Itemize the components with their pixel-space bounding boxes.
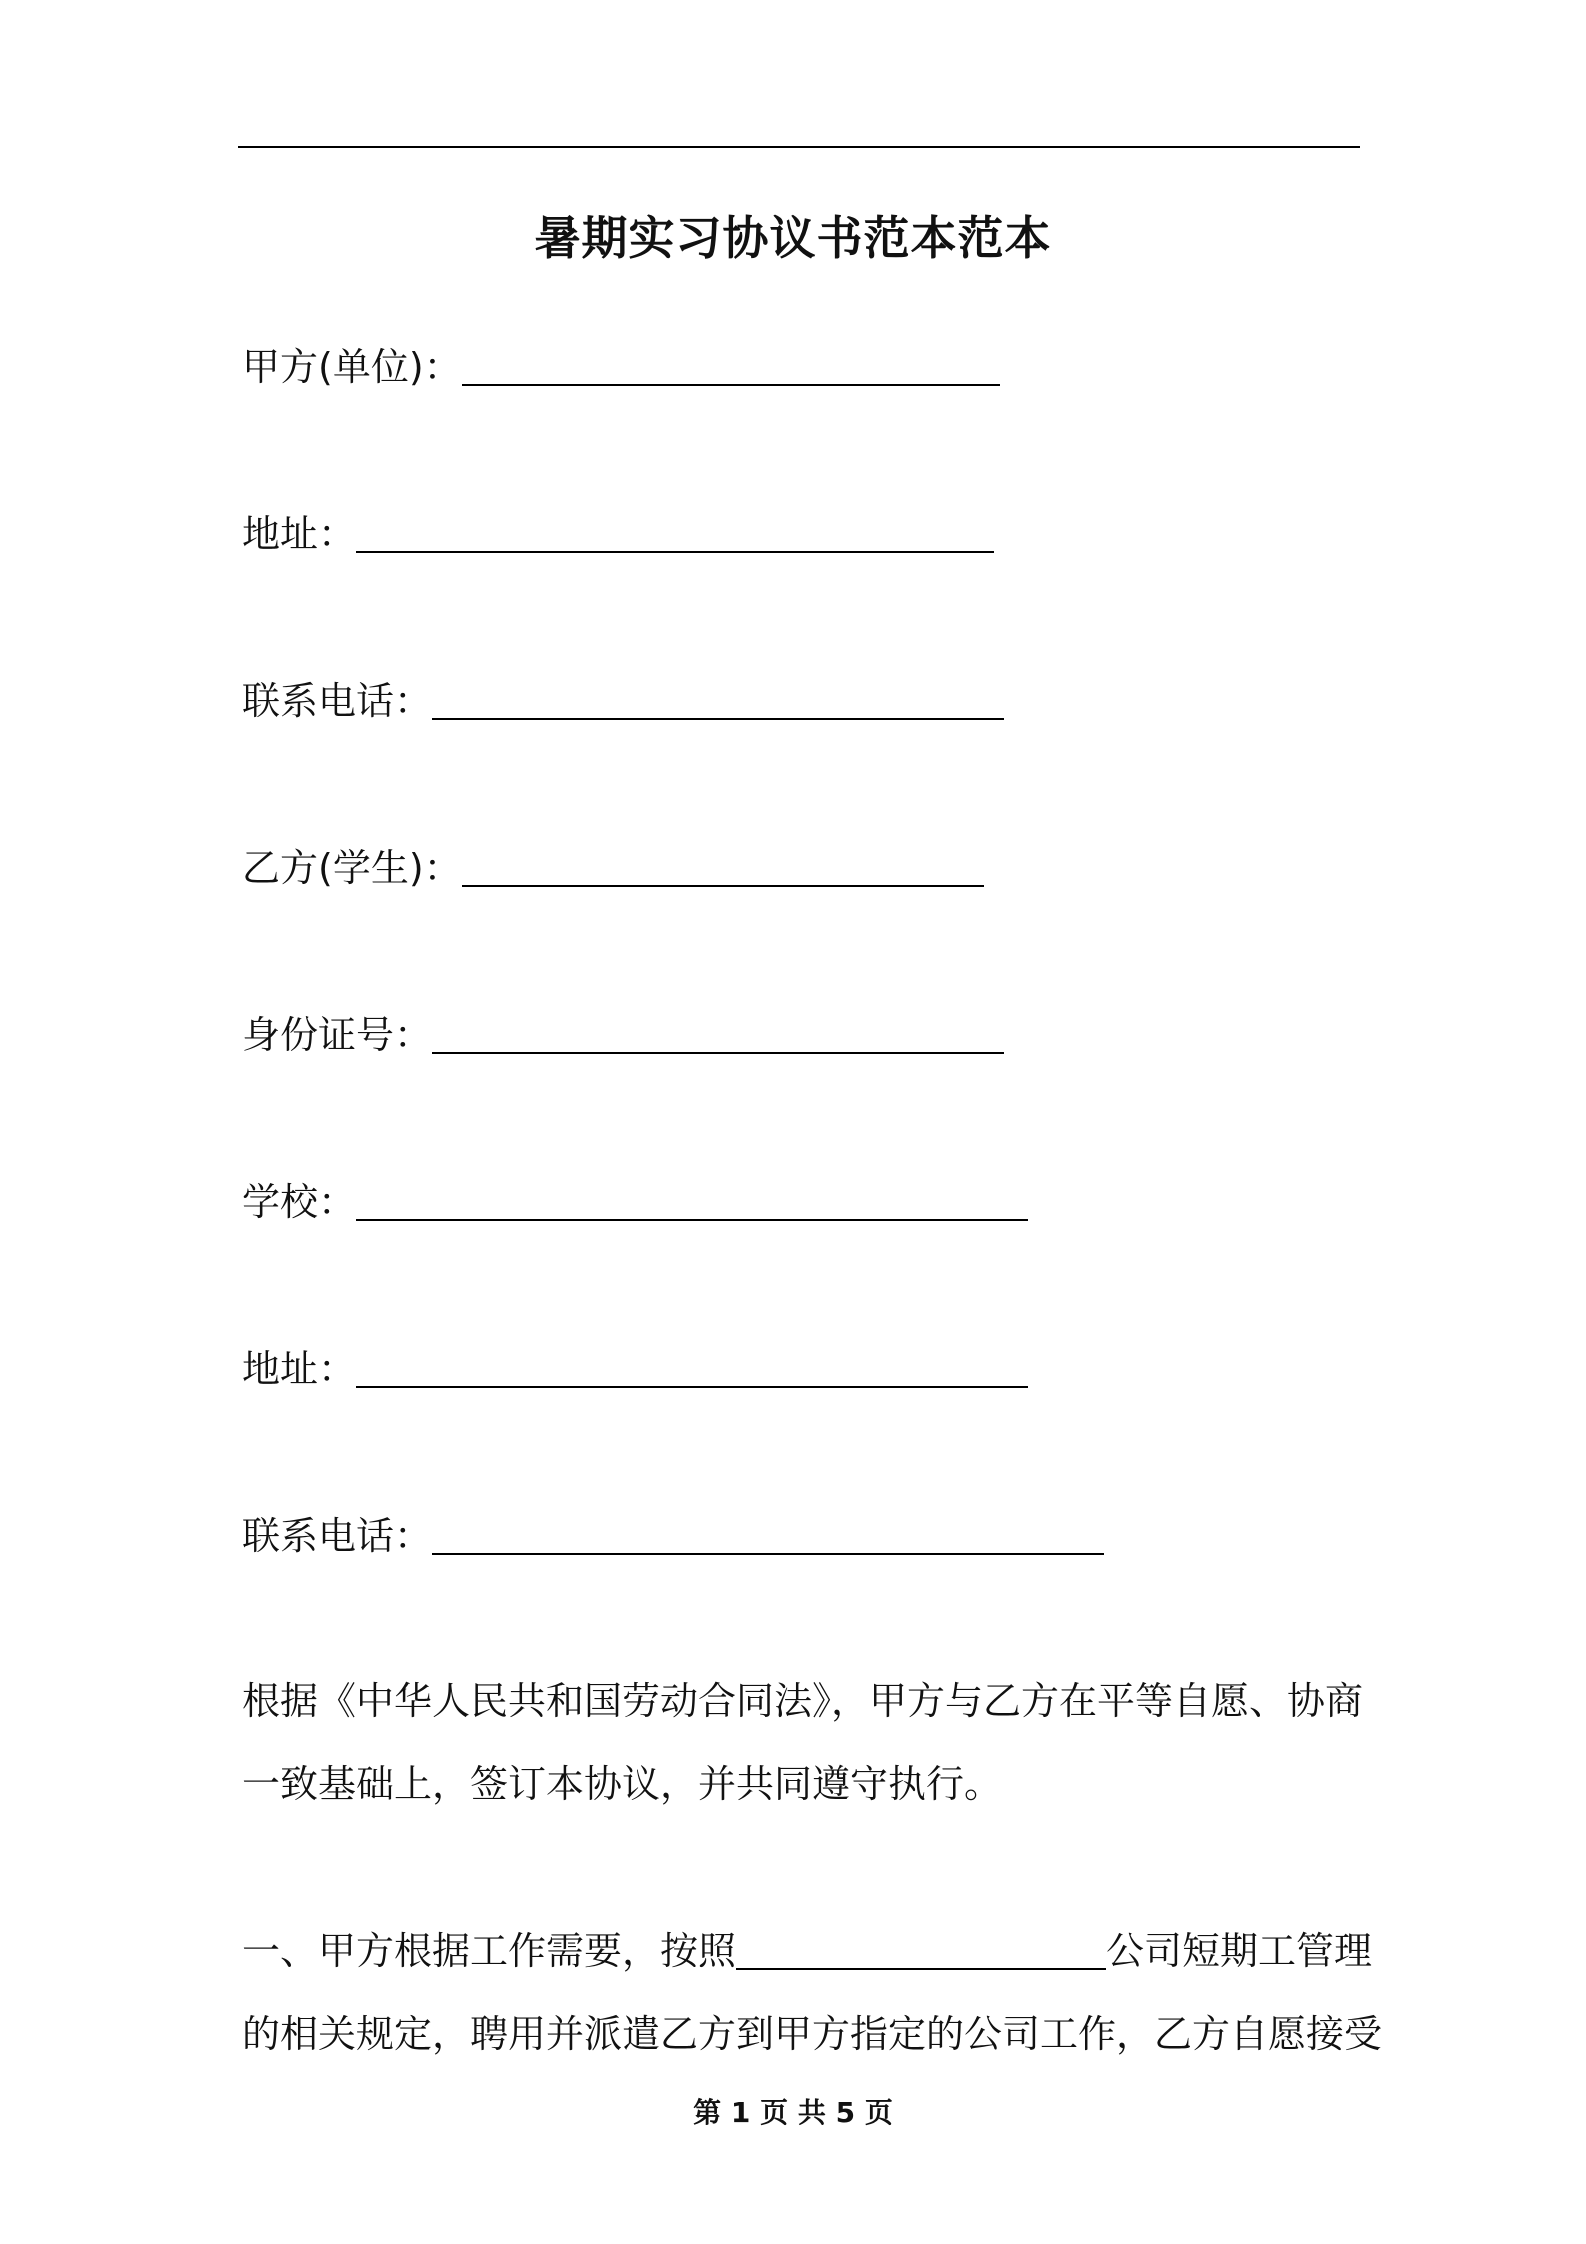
intro-paragraph-line-2: 一致基础上，签订本协议，并共同遵守执行。 xyxy=(242,1762,1003,1806)
blank-line xyxy=(356,1340,1028,1388)
blank-line xyxy=(432,672,1004,720)
document-title: 暑期实习协议书范本范本 xyxy=(534,211,1052,265)
field-label: 乙方(学生)： xyxy=(242,846,462,890)
header-rule xyxy=(238,146,1360,148)
field-id-number xyxy=(242,1003,1004,1063)
clause-1-line-2: 的相关规定，聘用并派遣乙方到甲方指定的公司工作，乙方自愿接受 xyxy=(242,2012,1383,2056)
blank-line xyxy=(356,1173,1028,1221)
field-party-a-unit xyxy=(242,335,1000,395)
field-label: 联系电话： xyxy=(242,1514,433,1558)
field-label: 联系电话： xyxy=(242,679,433,723)
intro-paragraph-line-1: 根据《中华人民共和国劳动合同法》，甲方与乙方在平等自愿、协商 xyxy=(242,1679,1364,1723)
blank-line xyxy=(736,1928,1106,1970)
blank-line xyxy=(462,338,1000,386)
field-party-b-student xyxy=(242,836,984,896)
clause-1-text-before-blank: 一、甲方根据工作需要，按照 xyxy=(242,1929,737,1973)
field-label: 身份证号： xyxy=(242,1013,433,1057)
page-number-footer: 第 1 页 共 5 页 xyxy=(693,2096,893,2129)
field-label: 甲方(单位)： xyxy=(242,345,462,389)
field-label: 学校： xyxy=(242,1180,357,1224)
field-party-b-phone xyxy=(242,1504,1104,1564)
field-party-a-phone xyxy=(242,669,1004,729)
blank-line xyxy=(356,505,994,553)
field-label: 地址： xyxy=(242,512,357,556)
clause-1-text-after-blank: 公司短期工管理 xyxy=(1106,1929,1373,1973)
field-party-b-address xyxy=(242,1337,1028,1397)
field-label: 地址： xyxy=(242,1347,357,1391)
field-party-a-address xyxy=(242,502,994,562)
blank-line xyxy=(432,1006,1004,1054)
field-school xyxy=(242,1170,1028,1230)
blank-line xyxy=(432,1507,1104,1555)
clause-1-line-1 xyxy=(242,1923,1372,1979)
blank-line xyxy=(462,839,984,887)
